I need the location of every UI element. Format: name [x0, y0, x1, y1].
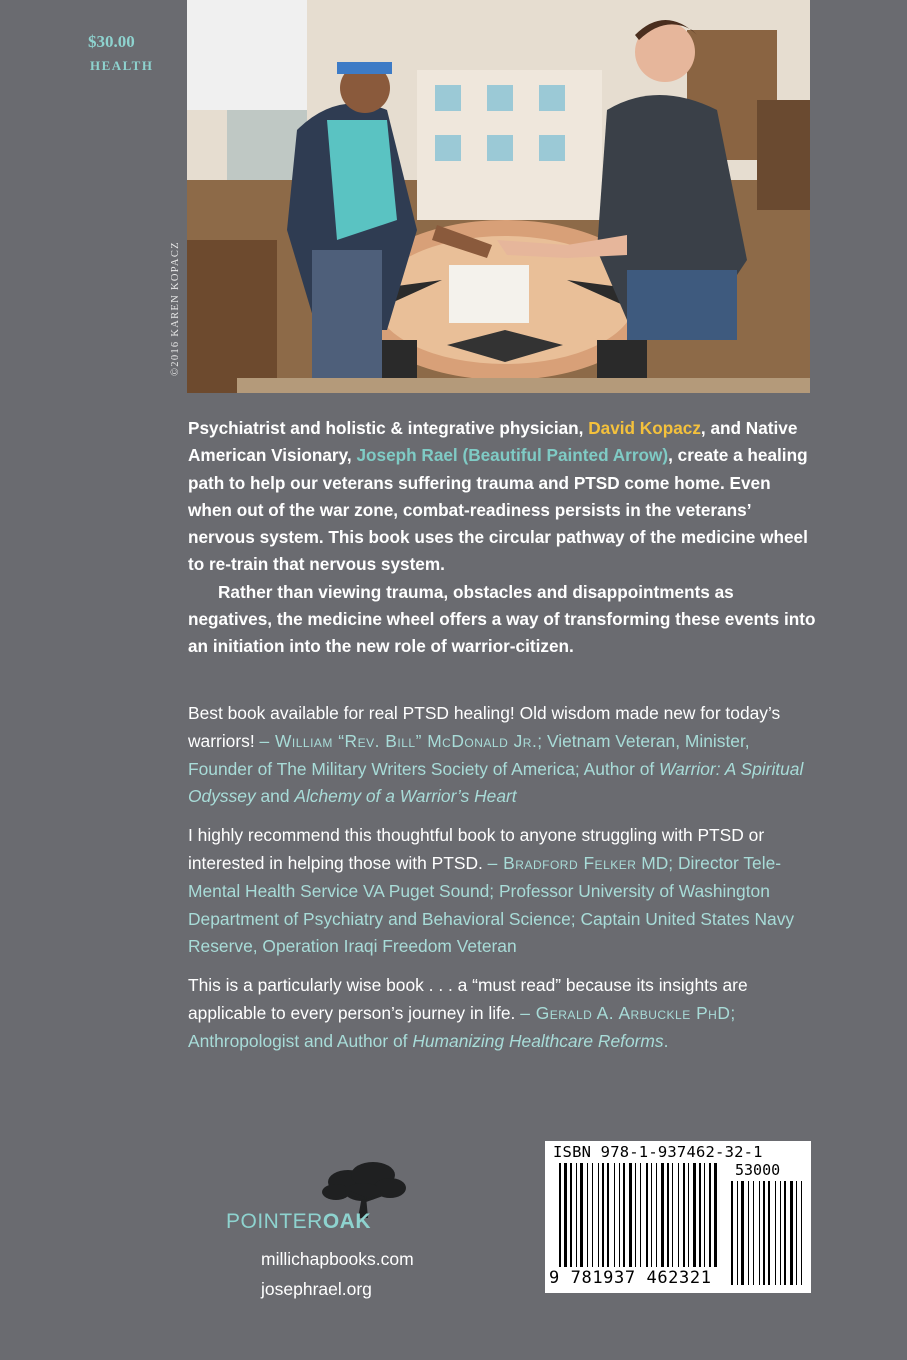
ean-digits: 9 781937 462321	[549, 1268, 712, 1288]
barcode-bar	[709, 1163, 711, 1267]
barcode-bar	[790, 1181, 793, 1285]
endorser-degree: PhD	[690, 1002, 731, 1023]
endorsement-text: This is a particularly wise book . . . a “must read” because its insights are applicable to every person’s journey in life.	[188, 975, 748, 1023]
barcode-bar	[672, 1163, 673, 1267]
barcode-bar	[763, 1181, 765, 1285]
barcode-bar	[623, 1163, 625, 1267]
conjunction: and	[255, 786, 295, 807]
description-paragraph-1	[188, 415, 818, 579]
barcode-bar	[587, 1163, 588, 1267]
barcode-bar	[614, 1163, 615, 1267]
barcode-bar	[748, 1181, 749, 1285]
barcode-bar	[699, 1163, 701, 1267]
author-joseph-rael: Joseph Rael (Beautiful Painted Arrow)	[356, 445, 669, 466]
barcode-bar	[619, 1163, 620, 1267]
book-title: Humanizing Healthcare Reforms	[412, 1030, 664, 1051]
barcode-bar	[753, 1181, 754, 1285]
barcode-bar	[768, 1181, 770, 1285]
isbn-number: ISBN 978-1-937462-32-1	[553, 1143, 763, 1161]
endorser-name: – Gerald A. Arbuckle	[520, 1002, 691, 1023]
price: $30.00	[88, 32, 135, 51]
barcode-bar	[678, 1163, 679, 1267]
barcode-bar	[741, 1181, 744, 1285]
barcode-bar	[635, 1163, 636, 1267]
period: .	[663, 1030, 669, 1051]
endorser-credentials: MD; Director Tele-Mental Health Service VA Puget Sound; Professor University of Washington Department of Psychiatry and Behavioral Science; Captain United States Navy Reserve, Operation Iraqi Freedom Veteran	[188, 852, 795, 957]
barcode-bar	[731, 1181, 733, 1285]
website-url: josephrael.org	[261, 1279, 372, 1299]
publisher-name-oak: OAK	[322, 1210, 372, 1233]
barcode-bar	[602, 1163, 604, 1267]
barcode-bar	[759, 1181, 760, 1285]
endorsement-text: I highly recommend this thoughtful book to anyone struggling with PTSD or interested in helping those with PTSD.	[188, 825, 765, 873]
author-david-kopacz: David Kopacz	[588, 418, 701, 438]
barcode-bar	[784, 1181, 786, 1285]
barcode-bar	[775, 1181, 776, 1285]
isbn-barcode	[545, 1141, 811, 1293]
barcode-bar	[580, 1163, 583, 1267]
barcode-bar	[646, 1163, 648, 1267]
barcode-bar	[570, 1163, 572, 1267]
description-paragraph-2: Rather than viewing trauma, obstacles and disappointments as negatives, the medicine wheel offers a way of transforming these events into an initiation into the new role of warrior-citizen.	[188, 581, 816, 657]
description-middle: , and Native American Visionary,	[188, 418, 798, 466]
barcode-bar	[683, 1163, 685, 1267]
website-url: millichapbooks.com	[261, 1249, 414, 1269]
barcode-bar	[576, 1163, 577, 1267]
barcode-bar	[598, 1163, 599, 1267]
barcode-bar	[656, 1163, 657, 1267]
barcode-bar	[667, 1163, 669, 1267]
book-title: Warrior: A Spiritual Odyssey	[188, 758, 804, 807]
book-title: Alchemy of a Warrior’s Heart	[294, 786, 517, 807]
barcode-bar	[737, 1181, 738, 1285]
barcode-bar	[661, 1163, 664, 1267]
photo-credit: ©2016 KAREN KOPACZ	[170, 241, 181, 376]
description-rest: , create a healing path to help our veterans suffering trauma and PTSD come home. Even when out of the war zone, combat-readiness persists in the veterans’ nervous system. This book uses the circular pathway of the medicine wheel to re-train that nervous system.	[188, 445, 808, 575]
endorsements	[188, 700, 813, 1067]
barcode-bar	[714, 1163, 717, 1267]
publisher-name-pointer: POINTER	[226, 1210, 323, 1233]
barcode-bar	[607, 1163, 609, 1267]
barcode-bar	[592, 1163, 593, 1267]
cover-photo	[187, 0, 810, 393]
price-code: 53000	[735, 1161, 781, 1179]
barcode-bar	[780, 1181, 781, 1285]
endorser-name: – Bradford Felker	[487, 852, 637, 873]
barcode-bar	[559, 1163, 561, 1267]
endorsement-text: Best book available for real PTSD healing! Old wisdom made new for today’s warriors!	[188, 703, 781, 751]
barcode-bar	[688, 1163, 689, 1267]
barcode-bar	[801, 1181, 802, 1285]
category: HEALTH	[90, 58, 154, 73]
publisher-logo	[226, 1160, 416, 1240]
endorser-credentials: ; Vietnam Veteran, Minister, Founder of The Military Writers Society of America; Author of	[188, 730, 750, 779]
barcode-bar	[704, 1163, 705, 1267]
endorser-credentials: ; Anthropologist and Author of	[188, 1002, 736, 1051]
publisher-name	[226, 1210, 371, 1234]
endorsement-1	[188, 700, 813, 811]
book-description	[188, 415, 818, 661]
endorser-name: – William “Rev. Bill” McDonald Jr.	[259, 730, 538, 751]
barcode-bar	[796, 1181, 797, 1285]
endorsement-3	[188, 972, 813, 1055]
barcode-bar	[640, 1163, 641, 1267]
barcode-bar	[629, 1163, 632, 1267]
endorsement-2	[188, 822, 813, 961]
barcode-bar	[564, 1163, 567, 1267]
barcode-bar	[651, 1163, 652, 1267]
description-intro: Psychiatrist and holistic & integrative physician,	[188, 418, 589, 438]
barcode-bar	[693, 1163, 696, 1267]
